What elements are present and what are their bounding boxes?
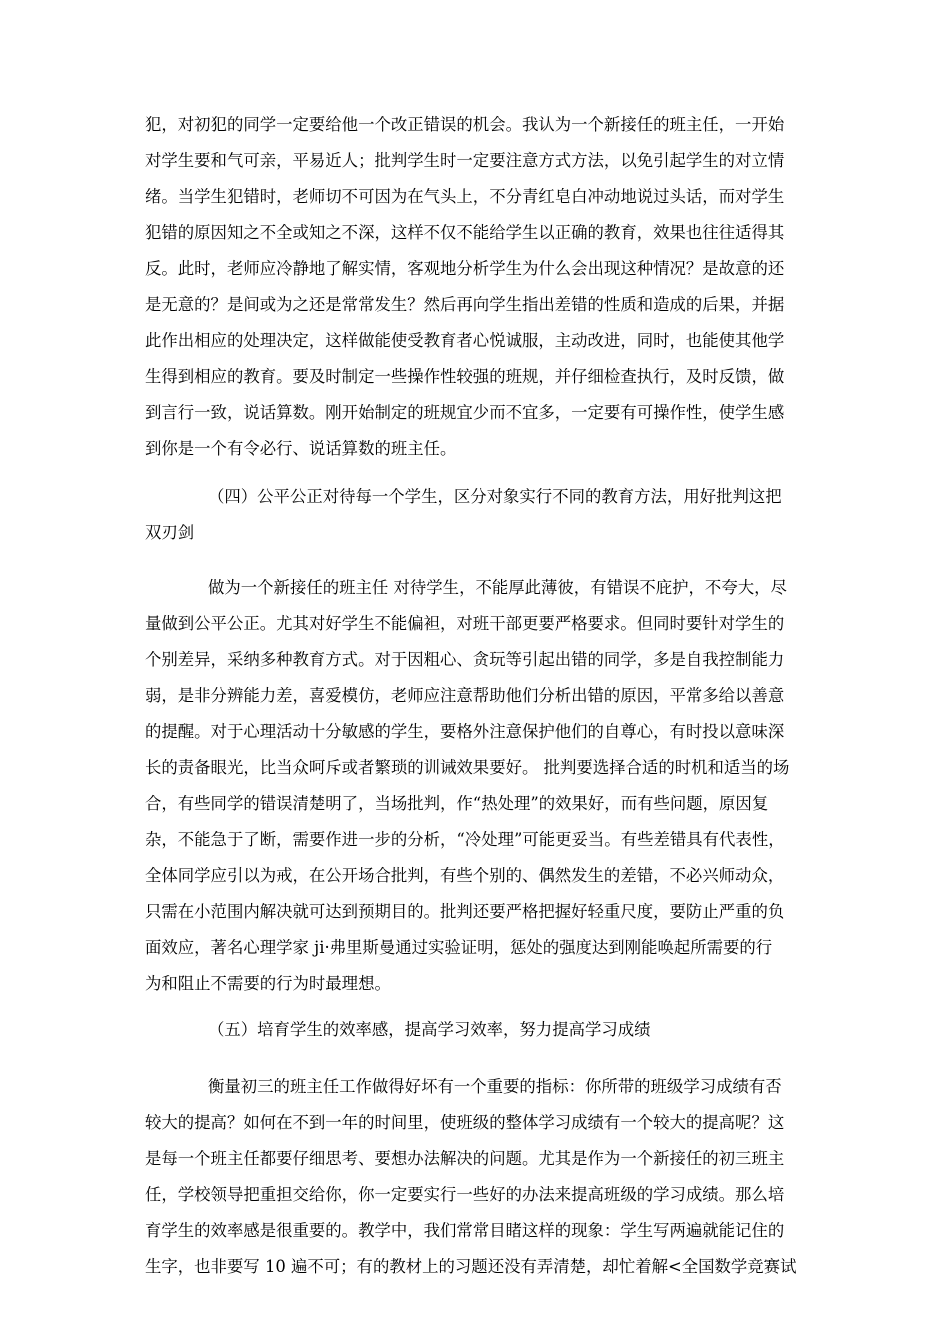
paragraph-3-line-6: 生字，也非要写 10 遍不可；有的教材上的习题还没有弄清楚，却忙着解<全国数学竞赛试: [145, 1257, 797, 1276]
paragraph-2-line-8: 杂，不能急于了断，需要作进一步的分析，“冷处理”可能更妥当。有些差错具有代表性，: [145, 830, 785, 849]
paragraph-2-line-6: 长的责备眼光，比当众呵斥或者繁琐的训诫效果要好。 批判要选择合适的时机和适当的场: [145, 758, 790, 777]
paragraph-2-line-3: 个别差异，采纳多种教育方式。对于因粗心、贪玩等引起出错的同学，多是自我控制能力: [145, 650, 785, 669]
paragraph-1-line-1: 犯，对初犯的同学一定要给他一个改正错误的机会。我认为一个新接任的班主任，一开始: [145, 115, 785, 134]
section-heading-4-line-1: （四）公平公正对待每一个学生，区分对象实行不同的教育方法，用好批判这把: [208, 487, 782, 506]
paragraph-1-line-2: 对学生要和气可亲，平易近人；批判学生时一定要注意方式方法，以免引起学生的对立情: [145, 151, 785, 170]
paragraph-3-line-3: 是每一个班主任都要仔细思考、要想办法解决的问题。尤其是作为一个新接任的初三班主: [145, 1149, 785, 1168]
paragraph-2-line-2: 量做到公平公正。尤其对好学生不能偏袒，对班干部更要严格要求。但同时要针对学生的: [145, 614, 785, 633]
paragraph-2-line-10: 只需在小范围内解决就可达到预期目的。批判还要严格把握好轻重尺度，要防止严重的负: [145, 902, 785, 921]
paragraph-2-line-7: 合，有些同学的错误清楚明了，当场批判，作“热处理”的效果好，而有些问题，原因复: [145, 794, 769, 813]
paragraph-1-line-8: 生得到相应的教育。要及时制定一些操作性较强的班规，并仔细检查执行，及时反馈，做: [145, 367, 785, 386]
paragraph-2-line-12: 为和阻止不需要的行为时最理想。: [145, 974, 391, 993]
paragraph-2-line-5: 的提醒。对于心理活动十分敏感的学生，要格外注意保护他们的自尊心，有时投以意味深: [145, 722, 785, 741]
paragraph-3-line-1: 衡量初三的班主任工作做得好坏有一个重要的指标：你所带的班级学习成绩有否: [208, 1077, 782, 1096]
paragraph-2-line-11: 面效应，著名心理学家 ji·弗里斯曼通过实验证明，惩处的强度达到刚能唤起所需要的行: [145, 938, 773, 957]
paragraph-3-line-2: 较大的提高？如何在不到一年的时间里，使班级的整体学习成绩有一个较大的提高呢？这: [145, 1113, 785, 1132]
paragraph-1-line-4: 犯错的原因知之不全或知之不深，这样不仅不能给学生以正确的教育，效果也往往适得其: [145, 223, 785, 242]
paragraph-1-line-3: 绪。当学生犯错时，老师切不可因为在气头上，不分青红皂白冲动地说过头话，而对学生: [145, 187, 785, 206]
paragraph-1-line-9: 到言行一致，说话算数。刚开始制定的班规宜少而不宜多，一定要有可操作性，使学生感: [145, 403, 785, 422]
paragraph-1-line-5: 反。此时，老师应冷静地了解实情，客观地分析学生为什么会出现这种情况？是故意的还: [145, 259, 785, 278]
paragraph-2-line-9: 全体同学应引以为戒，在公开场合批判，有些个别的、偶然发生的差错，不必兴师动众，: [145, 866, 785, 885]
paragraph-2-line-1: 做为一个新接任的班主任 对待学生，不能厚此薄彼，有错误不庇护，不夸大，尽: [208, 578, 787, 597]
section-heading-4-line-2: 双刃剑: [145, 523, 195, 542]
paragraph-2-line-4: 弱，是非分辨能力差，喜爱模仿，老师应注意帮助他们分析出错的原因，平常多给以善意: [145, 686, 785, 705]
paragraph-3-line-5: 育学生的效率感是很重要的。教学中，我们常常目睹这样的现象：学生写两遍就能记住的: [145, 1221, 785, 1240]
paragraph-1-line-6: 是无意的？是间或为之还是常常发生？然后再向学生指出差错的性质和造成的后果，并据: [145, 295, 785, 314]
paragraph-3-line-4: 任，学校领导把重担交给你，你一定要实行一些好的办法来提高班级的学习成绩。那么培: [145, 1185, 785, 1204]
paragraph-1-line-7: 此作出相应的处理决定，这样做能使受教育者心悦诚服，主动改进，同时，也能使其他学: [145, 331, 785, 350]
paragraph-1-line-10: 到你是一个有令必行、说话算数的班主任。: [145, 439, 457, 458]
section-heading-5: （五）培育学生的效率感，提高学习效率，努力提高学习成绩: [208, 1020, 651, 1039]
